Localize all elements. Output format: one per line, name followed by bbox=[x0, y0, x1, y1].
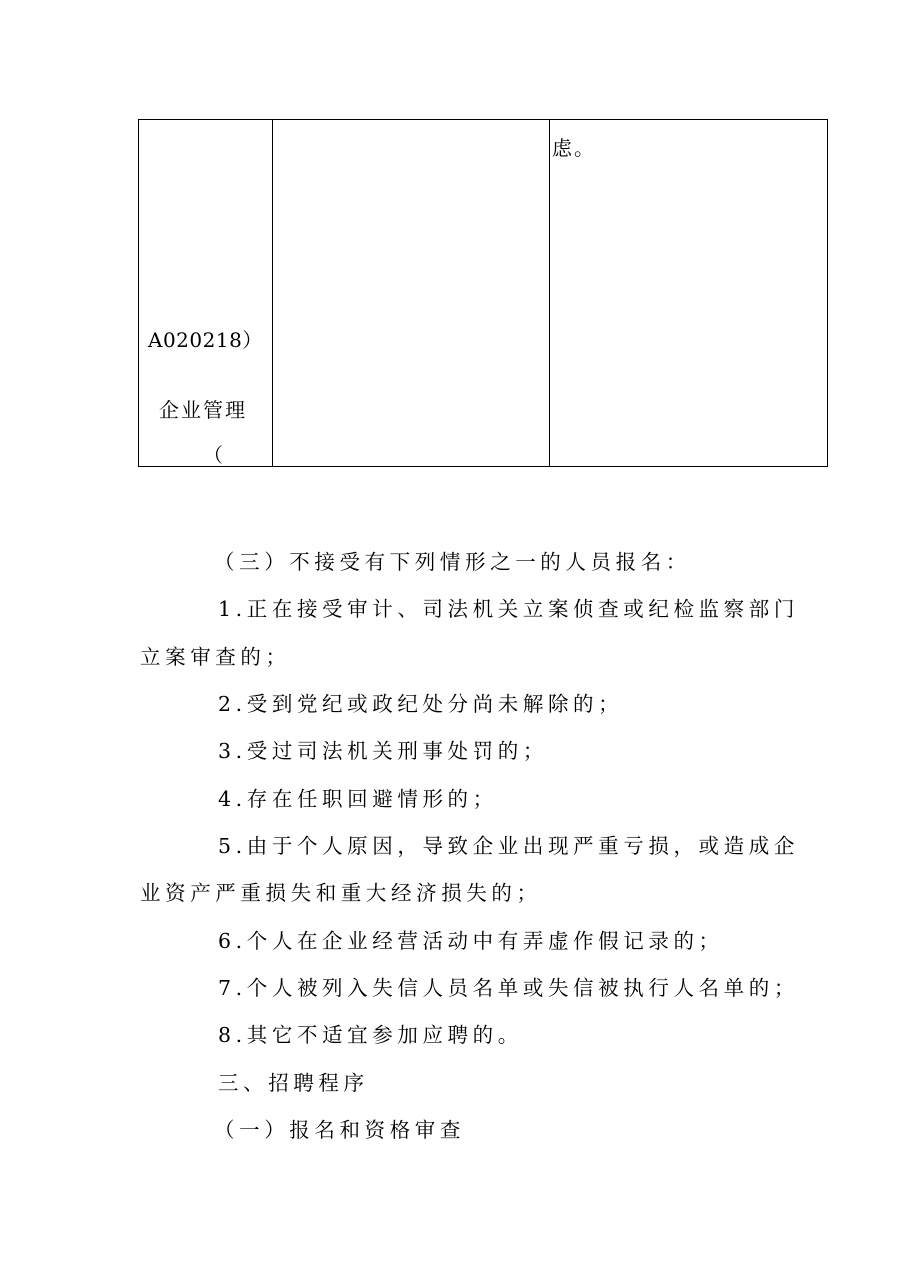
condition-item-8: 8.其它不适宜参加应聘的。 bbox=[218, 1023, 523, 1047]
condition-item-2: 2.受到党纪或政纪处分尚未解除的； bbox=[218, 692, 624, 716]
condition-item-7: 7.个人被列入失信人员名单或失信被执行人名单的； bbox=[218, 976, 799, 1000]
table-cell-position bbox=[139, 120, 273, 466]
condition-item-1-cont: 立案审查的； bbox=[140, 645, 291, 669]
condition-item-1: 1.正在接受审计、司法机关立案侦查或纪检监察部门 bbox=[218, 597, 799, 621]
requirements-continuation: 虑。 bbox=[552, 136, 596, 160]
table-cell-middle bbox=[273, 120, 550, 466]
condition-item-5-cont: 业资产严重损失和重大经济损失的； bbox=[140, 881, 542, 905]
section-heading: 三、招聘程序 bbox=[218, 1071, 369, 1095]
condition-item-6: 6.个人在企业经营活动中有弄虚作假记录的； bbox=[218, 929, 724, 953]
table-cell-requirements bbox=[550, 120, 827, 466]
position-type: 企业管理 bbox=[159, 398, 247, 422]
position-table bbox=[138, 119, 828, 467]
position-code: A020218） bbox=[148, 328, 263, 352]
condition-item-5: 5.由于个人原因，导致企业出现严重亏损，或造成企 bbox=[218, 834, 799, 858]
subsection-heading: （一）报名和资格审查 bbox=[214, 1118, 465, 1142]
condition-item-3: 3.受过司法机关刑事处罚的； bbox=[218, 739, 548, 763]
conditions-heading: （三）不接受有下列情形之一的人员报名： bbox=[214, 550, 691, 574]
position-open-paren: （ bbox=[203, 443, 223, 467]
condition-item-4: 4.存在任职回避情形的； bbox=[218, 787, 498, 811]
